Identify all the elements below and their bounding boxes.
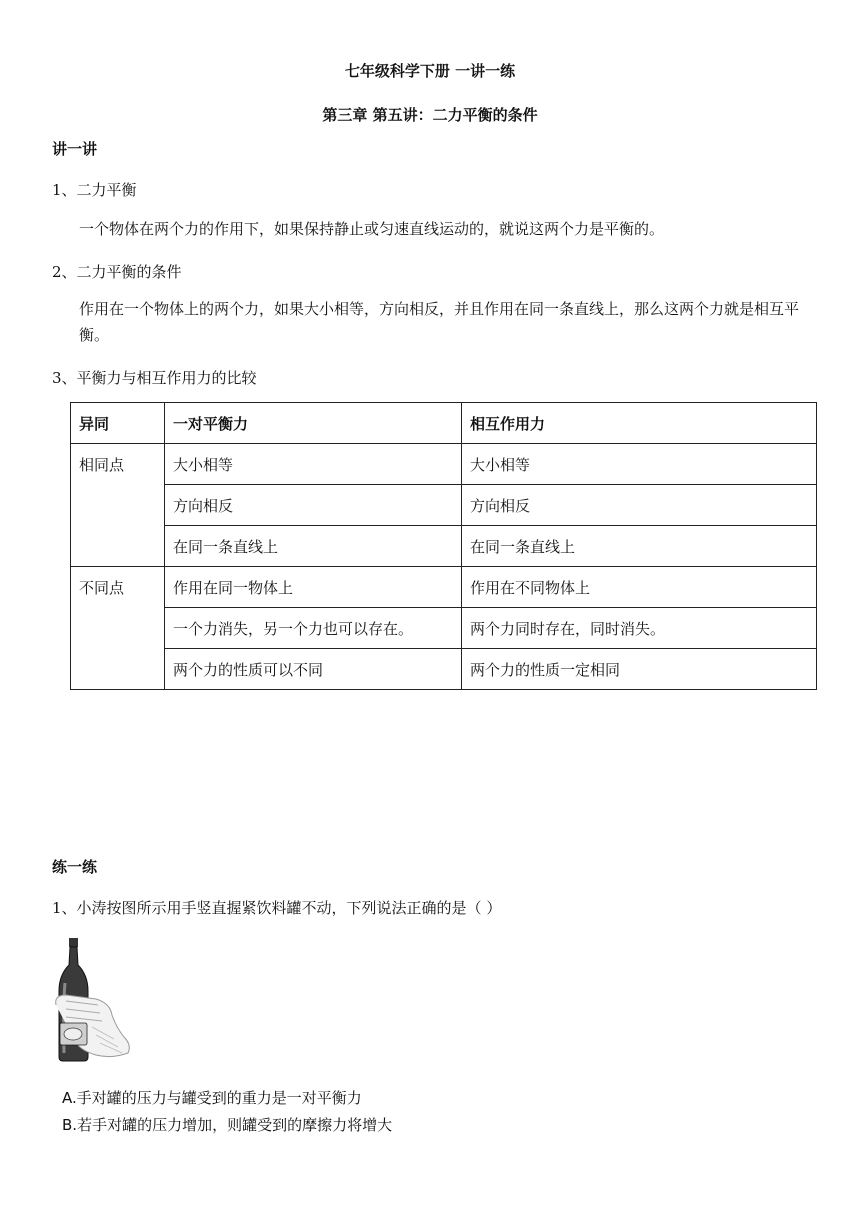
- option-letter: B.: [62, 1116, 78, 1134]
- section-heading-lecture: 讲一讲: [52, 140, 98, 158]
- document-title: 七年级科学下册 一讲一练: [344, 62, 516, 80]
- option-letter: A.: [62, 1089, 77, 1107]
- table-row: [71, 649, 817, 690]
- question-1: 1、小涛按图所示用手竖直握紧饮料罐不动，下列说法正确的是（ ）: [52, 899, 502, 917]
- table-cell: 在同一条直线上: [462, 526, 817, 567]
- table-cell: 两个力的性质可以不同: [165, 649, 462, 690]
- item-label-2: 2、二力平衡的条件: [52, 263, 182, 281]
- table-cell: 方向相反: [165, 485, 462, 526]
- table-row: [71, 567, 817, 608]
- table-row: [71, 608, 817, 649]
- table-header-cell: 异同: [71, 403, 165, 444]
- table-header-cell: 相互作用力: [462, 403, 817, 444]
- table-cell: 方向相反: [462, 485, 817, 526]
- table-cell: 作用在同一物体上: [165, 567, 462, 608]
- table-cell: 一个力消失，另一个力也可以存在。: [165, 608, 462, 649]
- item-label-3: 3、平衡力与相互作用力的比较: [52, 369, 257, 387]
- table-row: [71, 444, 817, 485]
- comparison-table: [70, 402, 817, 690]
- section-heading-practice: 练一练: [52, 858, 98, 876]
- item-label-1: 1、二力平衡: [52, 181, 137, 199]
- table-header-cell: 一对平衡力: [165, 403, 462, 444]
- item-text-1: 一个物体在两个力的作用下，如果保持静止或匀速直线运动的，就说这两个力是平衡的。: [79, 220, 665, 238]
- option-a: [62, 1087, 362, 1108]
- table-cell: 两个力同时存在，同时消失。: [462, 608, 817, 649]
- table-cell: 两个力的性质一定相同: [462, 649, 817, 690]
- option-text: 若手对罐的压力增加，则罐受到的摩擦力将增大: [77, 1116, 393, 1134]
- item-text-2: 作用在一个物体上的两个力，如果大小相等，方向相反，并且作用在同一条直线上，那么这两个力就是相互平衡。: [79, 300, 800, 344]
- table-group-label: 相同点: [71, 444, 165, 567]
- table-row: [71, 485, 817, 526]
- table-cell: 大小相等: [462, 444, 817, 485]
- table-cell: 作用在不同物体上: [462, 567, 817, 608]
- chapter-title: 第三章 第五讲：二力平衡的条件: [322, 106, 538, 124]
- option-b: [62, 1114, 392, 1135]
- table-cell: 大小相等: [165, 444, 462, 485]
- hand-holding-bottle-illustration: [52, 935, 142, 1065]
- table-group-label: 不同点: [71, 567, 165, 690]
- table-row: [71, 526, 817, 567]
- option-text: 手对罐的压力与罐受到的重力是一对平衡力: [76, 1089, 362, 1107]
- table-cell: 在同一条直线上: [165, 526, 462, 567]
- table-header-row: [71, 403, 817, 444]
